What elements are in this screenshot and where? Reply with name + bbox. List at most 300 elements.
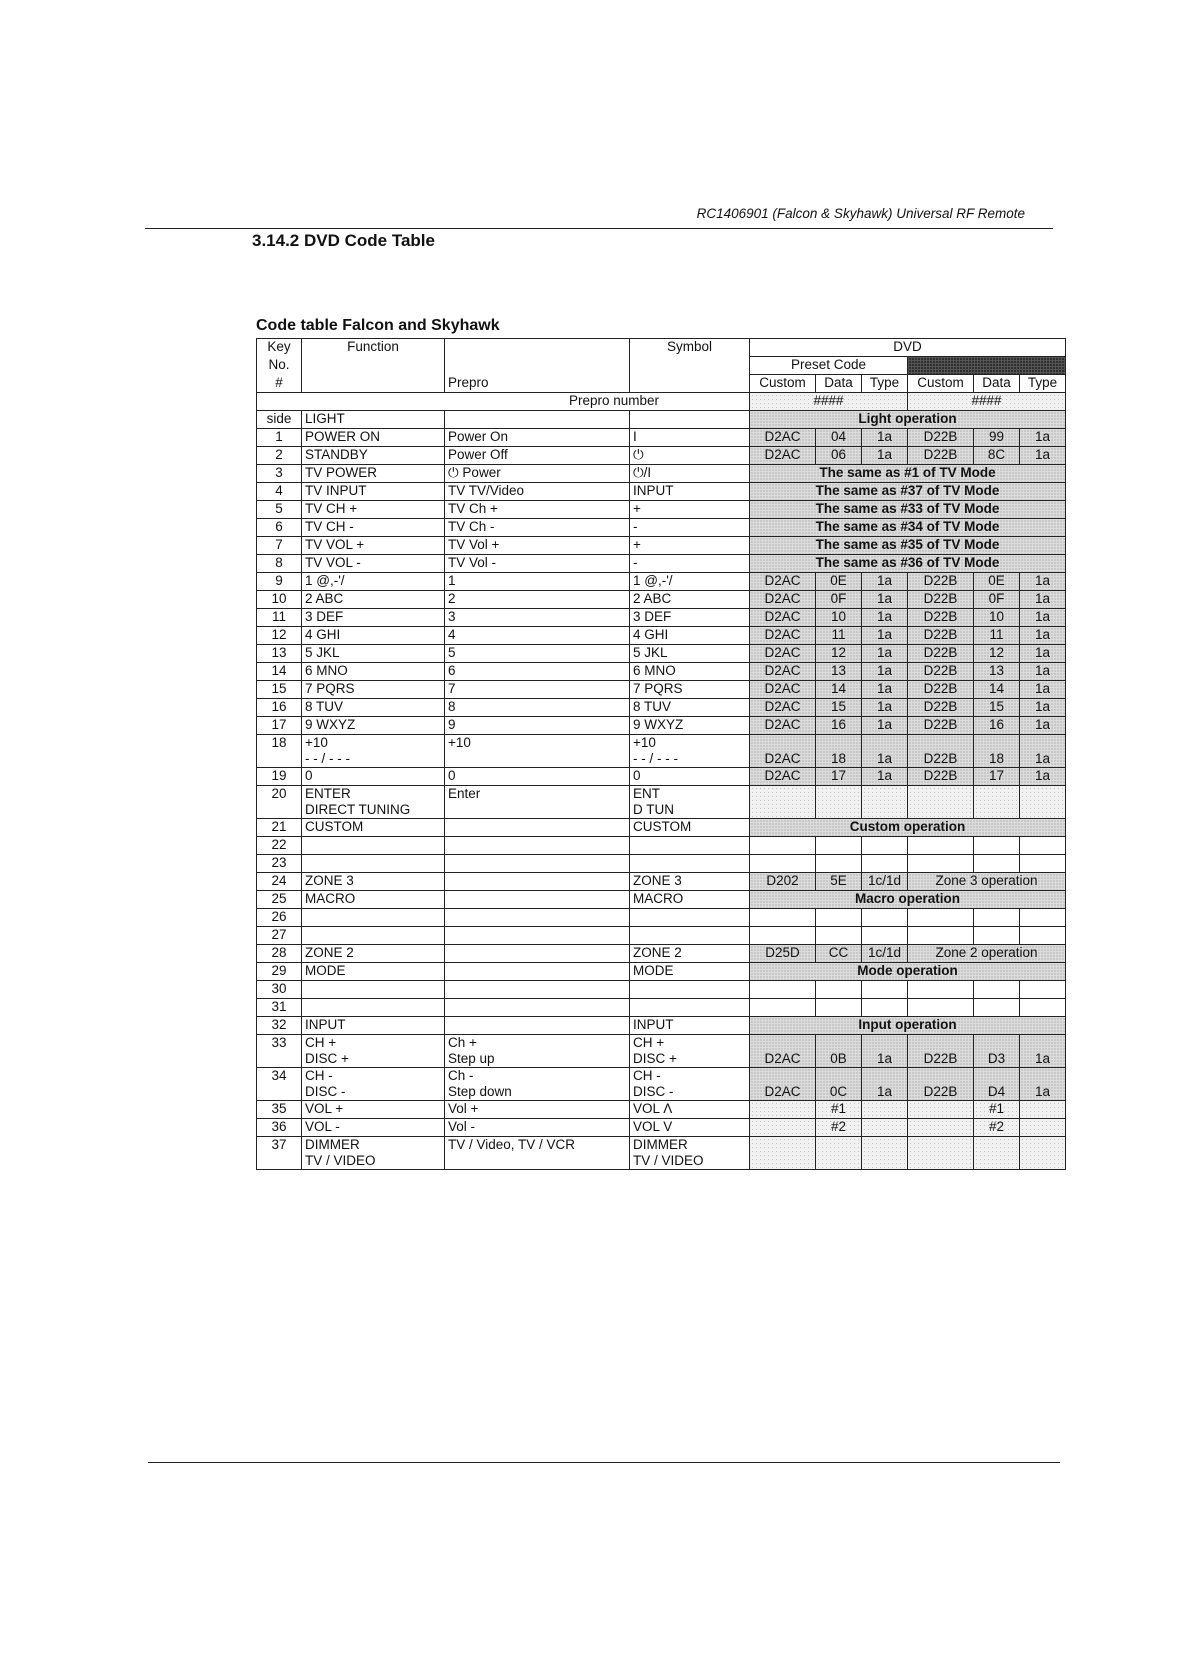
function-cell: POWER ON [302, 429, 445, 447]
function-cell: 3 DEF [302, 609, 445, 627]
key-cell: 1 [257, 429, 302, 447]
table-title: Code table Falcon and Skyhawk [256, 317, 500, 334]
prepro-cell: Vol + [445, 1101, 630, 1119]
prepro-cell [445, 819, 630, 837]
code-cell: 1a [862, 429, 908, 447]
zone-data: CC [816, 945, 862, 963]
symbol-cell: +10 - - / - - - [630, 735, 750, 768]
table-row [257, 786, 1066, 819]
code-cell: D22B [908, 591, 974, 609]
header-custom-2: Custom [908, 375, 974, 393]
function-cell: CH + DISC + [302, 1035, 445, 1068]
prepro-cell: TV / Video, TV / VCR [445, 1137, 630, 1170]
symbol-cell: 9 WXYZ [630, 717, 750, 735]
operation-span: The same as #1 of TV Mode [750, 465, 1066, 483]
key-cell: 10 [257, 591, 302, 609]
code-cell: 1a [862, 627, 908, 645]
key-cell: 33 [257, 1035, 302, 1068]
prepro-cell [445, 837, 630, 855]
code-cell: 1a [1020, 768, 1066, 786]
table-row [257, 681, 1066, 699]
header-symbol: Symbol [630, 339, 750, 357]
code-cell: D22B [908, 627, 974, 645]
key-cell: 14 [257, 663, 302, 681]
zone-type: 1c/1d [862, 873, 908, 891]
code-cell: D2AC [750, 681, 816, 699]
header-key: Key [257, 339, 302, 357]
code-cell: 1a [862, 609, 908, 627]
code-cell: 11 [816, 627, 862, 645]
prepro-cell: 9 [445, 717, 630, 735]
code-cell: D2AC [750, 591, 816, 609]
code-cell: 1a [862, 645, 908, 663]
key-cell: 12 [257, 627, 302, 645]
code-table [256, 338, 1066, 1170]
code-cell: 1a [862, 768, 908, 786]
code-cell: 1a [1020, 609, 1066, 627]
running-header: RC1406901 (Falcon & Skyhawk) Universal RF Remote [696, 206, 1025, 221]
prepro-cell [445, 909, 630, 927]
code-cell: 18 [974, 735, 1020, 768]
key-cell: 20 [257, 786, 302, 819]
symbol-cell: CH - DISC - [630, 1068, 750, 1101]
function-cell: 5 JKL [302, 645, 445, 663]
prepro-cell: 0 [445, 768, 630, 786]
key-cell: 36 [257, 1119, 302, 1137]
header-row-1 [257, 339, 1066, 357]
code-cell: 1a [1020, 429, 1066, 447]
symbol-cell: ZONE 2 [630, 945, 750, 963]
code-cell: 17 [816, 768, 862, 786]
table-row [257, 909, 1066, 927]
code-cell: 1a [862, 1068, 908, 1101]
symbol-cell: DIMMER TV / VIDEO [630, 1137, 750, 1170]
code-cell: 1a [1020, 681, 1066, 699]
symbol-cell: VOL Λ [630, 1101, 750, 1119]
header-custom-1: Custom [750, 375, 816, 393]
header-type-1: Type [862, 375, 908, 393]
key-cell: 9 [257, 573, 302, 591]
code-cell: 0F [816, 591, 862, 609]
key-cell: 23 [257, 855, 302, 873]
code-cell: 1a [1020, 573, 1066, 591]
prepro-cell: 7 [445, 681, 630, 699]
prepro-cell [445, 411, 630, 429]
function-cell: ENTER DIRECT TUNING [302, 786, 445, 819]
function-cell: TV VOL - [302, 555, 445, 573]
function-cell: 8 TUV [302, 699, 445, 717]
operation-span: Input operation [750, 1017, 1066, 1035]
table-row [257, 573, 1066, 591]
code-cell: D2AC [750, 1035, 816, 1068]
header-dark-cell [908, 357, 1066, 375]
code-cell: 0C [816, 1068, 862, 1101]
function-cell: INPUT [302, 1017, 445, 1035]
prepro-cell [445, 855, 630, 873]
symbol-cell: MACRO [630, 891, 750, 909]
code-cell: D22B [908, 768, 974, 786]
header-rule [145, 228, 1053, 229]
code-cell: 1a [862, 663, 908, 681]
prepro-cell: TV Ch - [445, 519, 630, 537]
prepro-cell [445, 873, 630, 891]
prepro-cell [445, 927, 630, 945]
symbol-cell: - [630, 519, 750, 537]
code-cell: 1a [1020, 663, 1066, 681]
code-cell: D22B [908, 645, 974, 663]
code-cell: D22B [908, 717, 974, 735]
function-cell: 6 MNO [302, 663, 445, 681]
function-cell: VOL - [302, 1119, 445, 1137]
table-row [257, 1068, 1066, 1101]
prepro-cell: Ch - Step down [445, 1068, 630, 1101]
section-title: 3.14.2 DVD Code Table [252, 231, 435, 250]
code-cell: 8C [974, 447, 1020, 465]
code-cell: 16 [974, 717, 1020, 735]
key-cell: 32 [257, 1017, 302, 1035]
symbol-cell [630, 981, 750, 999]
function-cell: CUSTOM [302, 819, 445, 837]
table-row [257, 1017, 1066, 1035]
key-cell: 29 [257, 963, 302, 981]
code-cell: 0E [816, 573, 862, 591]
header-row-2 [257, 357, 1066, 375]
table-row [257, 609, 1066, 627]
code-cell: 1a [862, 717, 908, 735]
table-row [257, 591, 1066, 609]
header-type-2: Type [1020, 375, 1066, 393]
key-cell: 34 [257, 1068, 302, 1101]
code-cell: D22B [908, 1068, 974, 1101]
code-cell: D22B [908, 1035, 974, 1068]
code-cell: 13 [816, 663, 862, 681]
symbol-cell: ZONE 3 [630, 873, 750, 891]
table-row [257, 699, 1066, 717]
symbol-cell: - [630, 555, 750, 573]
key-cell: 7 [257, 537, 302, 555]
header-function: Function [302, 339, 445, 357]
key-cell: 16 [257, 699, 302, 717]
code-cell: 12 [816, 645, 862, 663]
code-cell: D2AC [750, 1068, 816, 1101]
key-cell: 27 [257, 927, 302, 945]
code-cell: 1a [862, 699, 908, 717]
zone-type: 1c/1d [862, 945, 908, 963]
table-row [257, 819, 1066, 837]
table-row [257, 1137, 1066, 1170]
symbol-cell: CH + DISC + [630, 1035, 750, 1068]
function-cell: VOL + [302, 1101, 445, 1119]
code-cell: D22B [908, 699, 974, 717]
code-cell: D2AC [750, 573, 816, 591]
function-cell: ZONE 3 [302, 873, 445, 891]
symbol-cell: CUSTOM [630, 819, 750, 837]
key-cell: 35 [257, 1101, 302, 1119]
code-cell: 1a [1020, 627, 1066, 645]
symbol-cell: + [630, 501, 750, 519]
function-cell [302, 981, 445, 999]
symbol-cell: 8 TUV [630, 699, 750, 717]
code-cell: 06 [816, 447, 862, 465]
table-row [257, 663, 1066, 681]
table-row [257, 873, 1066, 891]
zone-data: 5E [816, 873, 862, 891]
symbol-cell: 2 ABC [630, 591, 750, 609]
function-cell: +10 - - / - - - [302, 735, 445, 768]
code-cell: 1a [1020, 1068, 1066, 1101]
key-cell: 37 [257, 1137, 302, 1170]
code-cell: D22B [908, 609, 974, 627]
prepro-cell [445, 981, 630, 999]
code-cell: 1a [862, 1035, 908, 1068]
zone-custom: D25D [750, 945, 816, 963]
operation-span: Macro operation [750, 891, 1066, 909]
code-cell: D2AC [750, 609, 816, 627]
key-cell: 31 [257, 999, 302, 1017]
header-prepro-number: Prepro number [257, 393, 750, 411]
table-row [257, 1119, 1066, 1137]
table-row [257, 1101, 1066, 1119]
function-cell [302, 855, 445, 873]
function-cell: 7 PQRS [302, 681, 445, 699]
code-cell: 15 [816, 699, 862, 717]
function-cell: 9 WXYZ [302, 717, 445, 735]
operation-span: Light operation [750, 411, 1066, 429]
table-row [257, 717, 1066, 735]
key-cell: 22 [257, 837, 302, 855]
function-cell: DIMMER TV / VIDEO [302, 1137, 445, 1170]
code-cell: 1a [1020, 447, 1066, 465]
header-dvd: DVD [750, 339, 1066, 357]
key-cell: 15 [257, 681, 302, 699]
code-cell: 0B [816, 1035, 862, 1068]
prepro-cell: TV TV/Video [445, 483, 630, 501]
key-cell: 2 [257, 447, 302, 465]
header-data-1: Data [816, 375, 862, 393]
code-cell: 17 [974, 768, 1020, 786]
code-cell: D2AC [750, 447, 816, 465]
table-row [257, 945, 1066, 963]
prepro-cell: TV Vol - [445, 555, 630, 573]
prepro-cell [445, 945, 630, 963]
header-hash-2: #### [908, 393, 1066, 411]
operation-span: The same as #37 of TV Mode [750, 483, 1066, 501]
table-row [257, 537, 1066, 555]
table-row [257, 837, 1066, 855]
prepro-cell: 4 [445, 627, 630, 645]
code-cell: 16 [816, 717, 862, 735]
code-cell: 1a [1020, 735, 1066, 768]
key-cell: side [257, 411, 302, 429]
code-cell: 1a [1020, 591, 1066, 609]
prepro-cell: +10 [445, 735, 630, 768]
code-cell: D2AC [750, 663, 816, 681]
table-row [257, 981, 1066, 999]
code-cell: 0F [974, 591, 1020, 609]
symbol-cell: + [630, 537, 750, 555]
ref-cell: #2 [974, 1119, 1020, 1137]
code-cell: D2AC [750, 429, 816, 447]
header-row-4 [257, 393, 1066, 411]
table-row [257, 627, 1066, 645]
table-row [257, 501, 1066, 519]
symbol-cell: ENT D TUN [630, 786, 750, 819]
function-cell: MODE [302, 963, 445, 981]
header-key-no: No. [257, 357, 302, 375]
prepro-cell [445, 891, 630, 909]
table-row [257, 429, 1066, 447]
code-cell: 11 [974, 627, 1020, 645]
code-cell: D2AC [750, 717, 816, 735]
key-cell: 28 [257, 945, 302, 963]
table-row [257, 735, 1066, 768]
header-key-hash: # [257, 375, 302, 393]
prepro-cell: 6 [445, 663, 630, 681]
table-row [257, 465, 1066, 483]
symbol-cell: 0 [630, 768, 750, 786]
header-data-2: Data [974, 375, 1020, 393]
key-cell: 25 [257, 891, 302, 909]
operation-span: The same as #36 of TV Mode [750, 555, 1066, 573]
prepro-cell: 1 [445, 573, 630, 591]
zone-operation: Zone 2 operation [908, 945, 1066, 963]
operation-span: The same as #33 of TV Mode [750, 501, 1066, 519]
prepro-cell: 3 [445, 609, 630, 627]
function-cell: TV VOL + [302, 537, 445, 555]
table-row [257, 519, 1066, 537]
ref-cell: #2 [816, 1119, 862, 1137]
header-preset-code: Preset Code [750, 357, 908, 375]
key-cell: 24 [257, 873, 302, 891]
code-cell: 99 [974, 429, 1020, 447]
table-row [257, 1035, 1066, 1068]
symbol-cell [630, 909, 750, 927]
code-cell: D22B [908, 447, 974, 465]
function-cell: TV CH + [302, 501, 445, 519]
ref-cell: #1 [816, 1101, 862, 1119]
symbol-cell: ⏻ [630, 447, 750, 465]
code-cell: 1a [862, 573, 908, 591]
prepro-cell: Power On [445, 429, 630, 447]
table-row [257, 447, 1066, 465]
code-cell: 04 [816, 429, 862, 447]
prepro-cell: Enter [445, 786, 630, 819]
code-cell: 18 [816, 735, 862, 768]
function-cell: TV POWER [302, 465, 445, 483]
code-cell: D22B [908, 429, 974, 447]
operation-span: The same as #35 of TV Mode [750, 537, 1066, 555]
function-cell: STANDBY [302, 447, 445, 465]
symbol-cell: 6 MNO [630, 663, 750, 681]
code-cell: 1a [862, 735, 908, 768]
key-cell: 11 [257, 609, 302, 627]
key-cell: 18 [257, 735, 302, 768]
function-cell: TV INPUT [302, 483, 445, 501]
table-row [257, 891, 1066, 909]
function-cell [302, 927, 445, 945]
table-row [257, 645, 1066, 663]
code-cell: 13 [974, 663, 1020, 681]
key-cell: 21 [257, 819, 302, 837]
function-cell: MACRO [302, 891, 445, 909]
code-cell: 1a [1020, 1035, 1066, 1068]
header-prepro-blank [445, 339, 630, 357]
prepro-cell: ⏻ Power [445, 465, 630, 483]
key-cell: 30 [257, 981, 302, 999]
code-cell: 12 [974, 645, 1020, 663]
code-cell: D22B [908, 573, 974, 591]
table-row [257, 963, 1066, 981]
prepro-cell: Ch + Step up [445, 1035, 630, 1068]
function-cell [302, 999, 445, 1017]
function-cell: 2 ABC [302, 591, 445, 609]
symbol-cell [630, 411, 750, 429]
prepro-cell: Power Off [445, 447, 630, 465]
function-cell: 4 GHI [302, 627, 445, 645]
key-cell: 4 [257, 483, 302, 501]
symbol-cell: VOL V [630, 1119, 750, 1137]
table-row [257, 927, 1066, 945]
operation-span: Mode operation [750, 963, 1066, 981]
symbol-cell [630, 927, 750, 945]
code-cell: 1a [1020, 645, 1066, 663]
key-cell: 8 [257, 555, 302, 573]
code-cell: D22B [908, 663, 974, 681]
key-cell: 3 [257, 465, 302, 483]
function-cell: 0 [302, 768, 445, 786]
code-cell: D22B [908, 735, 974, 768]
key-cell: 26 [257, 909, 302, 927]
code-cell: 14 [816, 681, 862, 699]
symbol-cell: MODE [630, 963, 750, 981]
function-cell: LIGHT [302, 411, 445, 429]
zone-custom: D202 [750, 873, 816, 891]
symbol-cell [630, 999, 750, 1017]
prepro-cell: TV Vol + [445, 537, 630, 555]
table-row [257, 855, 1066, 873]
code-cell: 14 [974, 681, 1020, 699]
prepro-cell: TV Ch + [445, 501, 630, 519]
function-cell: TV CH - [302, 519, 445, 537]
code-cell: D3 [974, 1035, 1020, 1068]
code-cell: D2AC [750, 768, 816, 786]
code-cell: D4 [974, 1068, 1020, 1101]
prepro-cell: Vol - [445, 1119, 630, 1137]
code-cell: D2AC [750, 699, 816, 717]
symbol-cell [630, 837, 750, 855]
code-cell: 1a [1020, 717, 1066, 735]
function-cell [302, 837, 445, 855]
symbol-cell: INPUT [630, 483, 750, 501]
symbol-cell: 3 DEF [630, 609, 750, 627]
code-cell: 1a [862, 591, 908, 609]
table-row [257, 768, 1066, 786]
key-cell: 6 [257, 519, 302, 537]
key-cell: 13 [257, 645, 302, 663]
code-cell: D2AC [750, 645, 816, 663]
key-cell: 19 [257, 768, 302, 786]
prepro-cell [445, 963, 630, 981]
code-cell: D22B [908, 681, 974, 699]
function-cell: ZONE 2 [302, 945, 445, 963]
operation-span: Custom operation [750, 819, 1066, 837]
key-cell: 5 [257, 501, 302, 519]
symbol-cell: 1 @,-'/ [630, 573, 750, 591]
code-cell: 1a [1020, 699, 1066, 717]
footer-rule [148, 1462, 1060, 1463]
symbol-cell: 5 JKL [630, 645, 750, 663]
symbol-cell: ⏻/I [630, 465, 750, 483]
